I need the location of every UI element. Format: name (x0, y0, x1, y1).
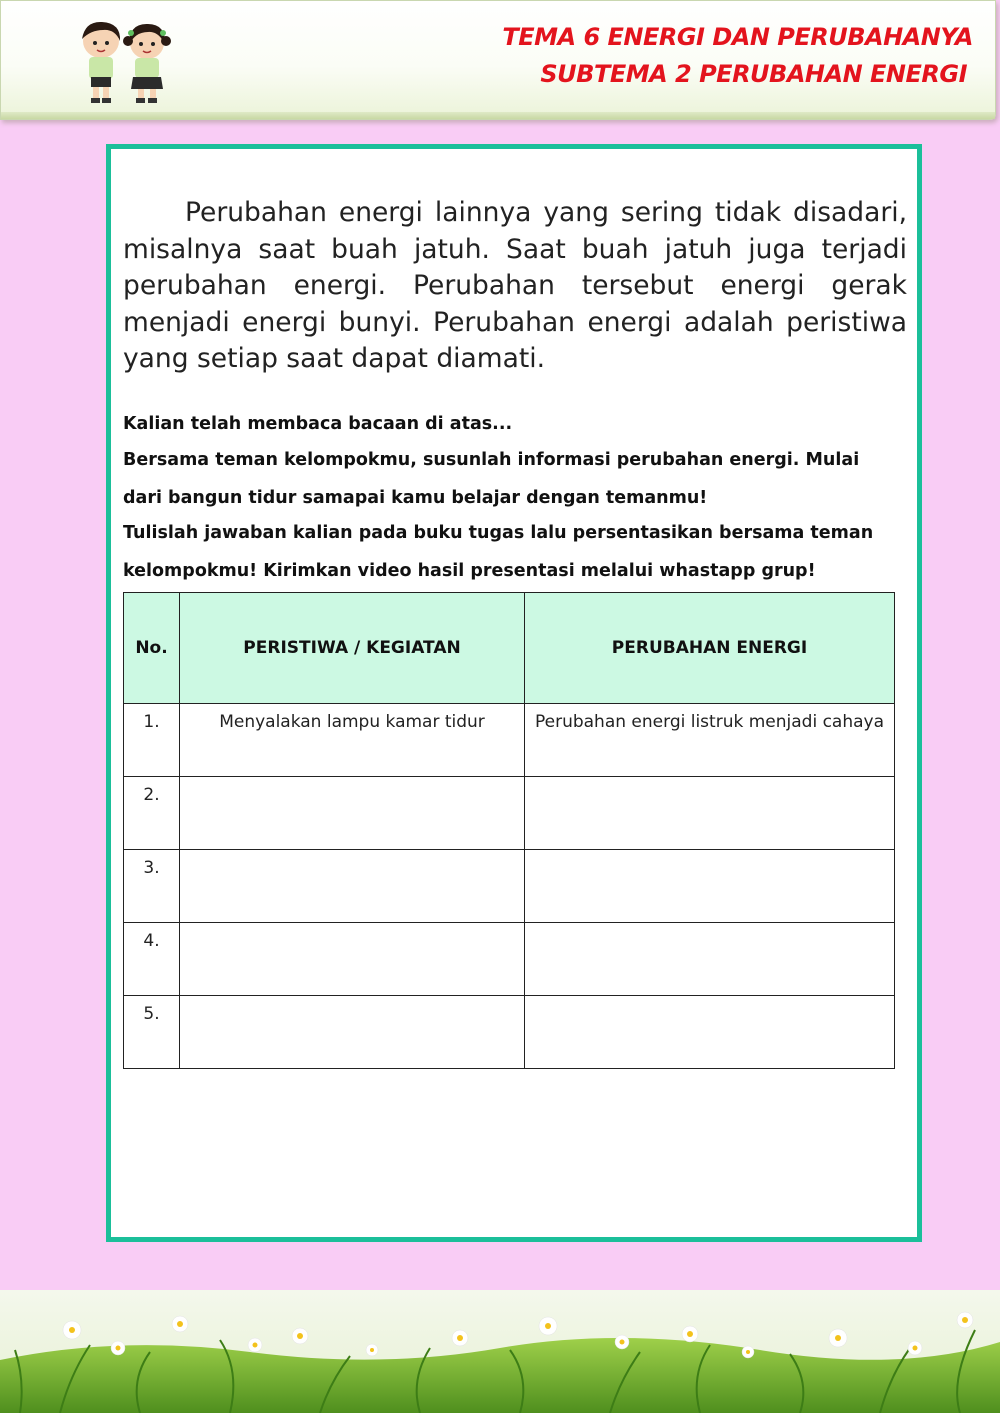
row-number: 5. (124, 996, 180, 1069)
theme-title: TEMA 6 ENERGI DAN PERUBAHANYA (502, 23, 973, 51)
instruction-line-3: dari bangun tidur samapai kamu belajar dengan temanmu! (123, 488, 708, 508)
instruction-line-2: Bersama teman kelompokmu, susunlah informasi perubahan energi. Mulai (123, 450, 860, 470)
flower-meadow-illustration (0, 1290, 1000, 1413)
instruction-line-4: Tulislah jawaban kalian pada buku tugas lalu persentasikan bersama teman (123, 523, 874, 543)
header-no: No. (124, 593, 180, 704)
row-number: 1. (124, 704, 180, 777)
table-row (124, 996, 895, 1069)
activity-cell[interactable] (180, 850, 525, 923)
table-row (124, 704, 895, 777)
header-banner (0, 0, 996, 120)
energy-change-table (123, 592, 895, 1069)
energy-change-cell[interactable] (525, 777, 895, 850)
table-header-row (124, 593, 895, 704)
subtheme-title: SUBTEMA 2 PERUBAHAN ENERGI (540, 60, 967, 88)
header-energy-change: PERUBAHAN ENERGI (525, 593, 895, 704)
instruction-line-1: Kalian telah membaca bacaan di atas... (123, 414, 513, 434)
energy-change-cell[interactable] (525, 850, 895, 923)
activity-cell: Menyalakan lampu kamar tidur (180, 704, 525, 777)
content-frame (106, 144, 922, 1242)
row-number: 2. (124, 777, 180, 850)
reading-passage: Perubahan energi lainnya yang sering tidak disadari, misalnya saat buah jatuh. Saat buah jatuh juga terjadi perubahan energi. Perubahan tersebut energi gerak menjadi energi bunyi. Perubahan energi adalah peristiwa yang setiap saat dapat diamati. (123, 197, 907, 374)
row-number: 4. (124, 923, 180, 996)
instruction-line-5: kelompokmu! Kirimkan video hasil presentasi melalui whastapp grup! (123, 561, 816, 581)
activity-cell[interactable] (180, 777, 525, 850)
table-row (124, 850, 895, 923)
children-illustration (71, 19, 181, 105)
energy-change-cell[interactable] (525, 996, 895, 1069)
activity-cell[interactable] (180, 923, 525, 996)
table-row (124, 777, 895, 850)
header-activity: PERISTIWA / KEGIATAN (180, 593, 525, 704)
row-number: 3. (124, 850, 180, 923)
table-row (124, 923, 895, 996)
energy-change-cell[interactable] (525, 923, 895, 996)
activity-cell[interactable] (180, 996, 525, 1069)
energy-change-cell: Perubahan energi listruk menjadi cahaya (525, 704, 895, 777)
